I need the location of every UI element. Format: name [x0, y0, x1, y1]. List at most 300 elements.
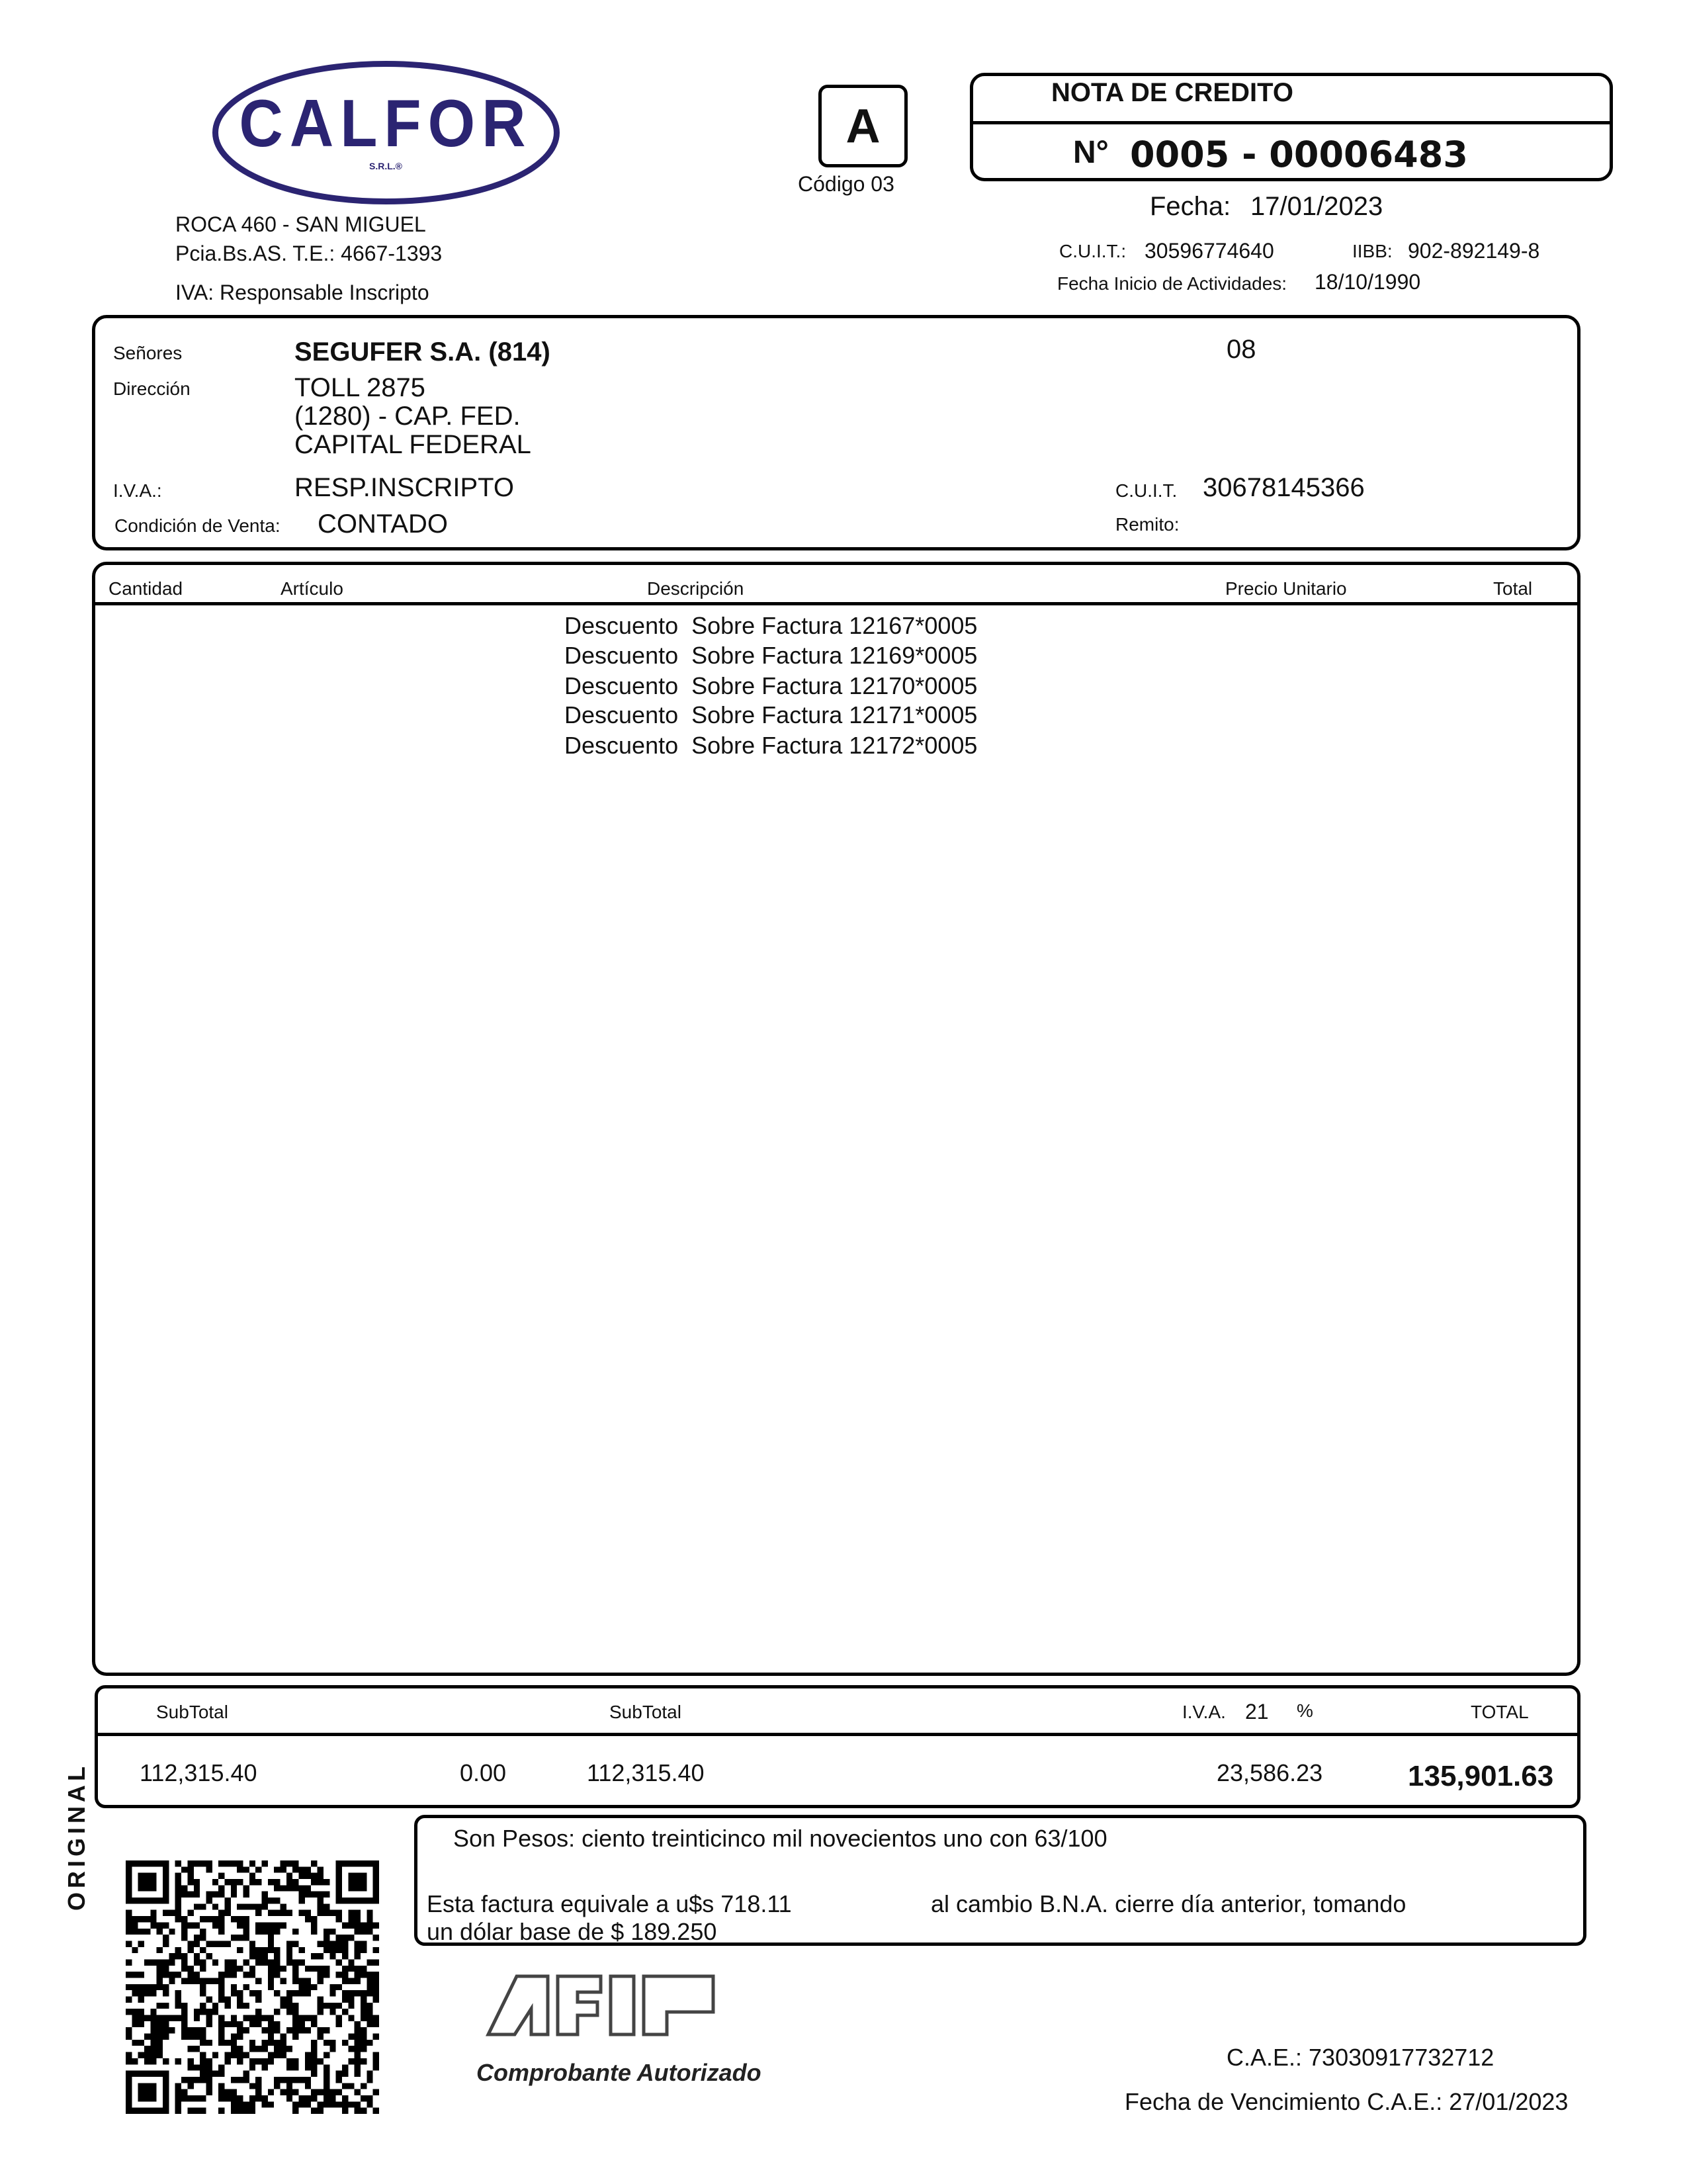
- qr-module: [299, 1910, 305, 1916]
- qr-module: [361, 1997, 367, 2003]
- qr-module: [355, 2101, 361, 2107]
- qr-module: [243, 1959, 249, 1965]
- qr-module: [318, 2101, 324, 2107]
- qr-module: [150, 2027, 156, 2033]
- qr-module: [373, 1947, 379, 1953]
- qr-module: [348, 1997, 354, 2003]
- qr-module: [274, 2009, 280, 2015]
- qr-module: [292, 2108, 298, 2114]
- qr-module: [138, 2095, 144, 2101]
- qr-module: [361, 1972, 367, 1978]
- qr-module: [355, 1953, 361, 1959]
- qr-module: [132, 2058, 138, 2064]
- qr-module: [194, 1922, 200, 1928]
- copy-label: ORIGINAL: [63, 1763, 90, 1911]
- qr-module: [181, 1885, 187, 1891]
- qr-module: [262, 2027, 268, 2033]
- qr-module: [150, 1873, 156, 1879]
- qr-module: [218, 1941, 224, 1946]
- qr-module: [268, 1984, 274, 1990]
- qr-module: [181, 1966, 187, 1972]
- qr-module: [311, 1929, 317, 1935]
- qr-module: [187, 1879, 193, 1885]
- qr-module: [144, 2108, 150, 2114]
- qr-module: [286, 1860, 292, 1866]
- qr-module: [361, 1929, 367, 1935]
- qr-module: [311, 1953, 317, 1959]
- qr-module: [150, 2108, 156, 2114]
- qr-module: [336, 2003, 342, 2009]
- qr-module: [329, 2009, 335, 2015]
- qr-module: [355, 1929, 361, 1935]
- qr-module: [200, 2095, 206, 2101]
- qr-module: [355, 2064, 361, 2070]
- qr-module: [200, 1947, 206, 1953]
- qr-module: [274, 2077, 280, 2083]
- qr-module: [200, 1860, 206, 1866]
- qr-module: [157, 2021, 163, 2027]
- qr-module: [218, 1873, 224, 1879]
- qr-module: [157, 1978, 163, 1984]
- qr-module: [163, 1892, 169, 1898]
- qr-module: [348, 1860, 354, 1866]
- qr-module: [237, 2058, 243, 2064]
- qr-module: [163, 1941, 169, 1946]
- qr-module: [194, 2108, 200, 2114]
- header-descripcion: Descripción: [647, 578, 744, 599]
- qr-module: [200, 2034, 206, 2040]
- qr-module: [311, 2021, 317, 2027]
- qr-module: [243, 1866, 249, 1872]
- qr-module: [355, 1941, 361, 1946]
- cae-number: C.A.E.: 73030917732712: [1227, 2044, 1494, 2071]
- qr-module: [200, 1916, 206, 1922]
- qr-module: [212, 2071, 218, 2077]
- qr-module: [218, 2021, 224, 2027]
- qr-module: [318, 2108, 324, 2114]
- qr-module: [126, 1860, 132, 1866]
- qr-module: [355, 2040, 361, 2046]
- qr-module: [206, 1997, 212, 2003]
- qr-module: [367, 2009, 372, 2015]
- iva-value: 23,586.23: [1217, 1759, 1323, 1786]
- qr-module: [138, 2015, 144, 2021]
- qr-module: [157, 1984, 163, 1990]
- qr-module: [373, 1997, 379, 2003]
- qr-module: [169, 1978, 175, 1984]
- qr-module: [187, 1972, 193, 1978]
- qr-module: [237, 2034, 243, 2040]
- qr-module: [126, 1972, 132, 1978]
- qr-module: [126, 1941, 132, 1946]
- qr-module: [249, 2108, 255, 2114]
- qr-module: [268, 1947, 274, 1953]
- qr-module: [206, 1916, 212, 1922]
- doc-number: 0005 - 00006483: [1130, 134, 1468, 175]
- qr-module: [324, 2083, 329, 2089]
- qr-module: [126, 1866, 132, 1872]
- cuit-label: C.U.I.T.:: [1059, 241, 1127, 261]
- qr-module: [336, 2071, 342, 2077]
- qr-module: [311, 2095, 317, 2101]
- qr-module: [194, 1978, 200, 1984]
- invoice-letter: A: [845, 100, 881, 153]
- qr-module: [268, 2040, 274, 2046]
- cae-expiry: Fecha de Vencimiento C.A.E.: 27/01/2023: [1125, 2088, 1569, 2115]
- qr-module: [336, 1873, 342, 1879]
- qr-module: [206, 2040, 212, 2046]
- qr-module: [373, 1922, 379, 1928]
- qr-module: [342, 1860, 348, 1866]
- qr-module: [224, 2003, 230, 2009]
- qr-module: [144, 1990, 150, 1996]
- qr-module: [318, 1966, 324, 1972]
- qr-module: [206, 2064, 212, 2070]
- qr-module: [311, 2071, 317, 2077]
- qr-module: [268, 2089, 274, 2095]
- qr-module: [355, 2089, 361, 2095]
- qr-module: [144, 2015, 150, 2021]
- qr-module: [373, 1984, 379, 1990]
- qr-module: [218, 1978, 224, 1984]
- qr-module: [169, 1972, 175, 1978]
- qr-module: [187, 1947, 193, 1953]
- qr-module: [274, 1966, 280, 1972]
- qr-module: [355, 1990, 361, 1996]
- qr-module: [361, 2046, 367, 2052]
- qr-module: [324, 2003, 329, 2009]
- qr-module: [126, 1922, 132, 1928]
- calfor-logo: [212, 60, 560, 205]
- qr-module: [200, 1984, 206, 1990]
- qr-module: [237, 1860, 243, 1866]
- qr-module: [318, 2089, 324, 2095]
- qr-module: [373, 1892, 379, 1898]
- qr-module: [187, 2034, 193, 2040]
- qr-module: [132, 1972, 138, 1978]
- qr-module: [138, 2040, 144, 2046]
- qr-module: [262, 1860, 268, 1866]
- qr-module: [367, 1922, 372, 1928]
- qr-module: [292, 1866, 298, 1872]
- qr-module: [367, 2101, 372, 2107]
- qr-module: [194, 1860, 200, 1866]
- qr-module: [249, 2015, 255, 2021]
- qr-module: [268, 2021, 274, 2027]
- qr-module: [305, 1873, 311, 1879]
- qr-module: [187, 1873, 193, 1879]
- qr-module: [336, 1916, 342, 1922]
- qr-module: [336, 2089, 342, 2095]
- qr-module: [342, 2040, 348, 2046]
- qr-module: [224, 1972, 230, 1978]
- qr-module: [175, 1910, 181, 1916]
- qr-module: [157, 1966, 163, 1972]
- qr-module: [262, 2058, 268, 2064]
- qr-module: [361, 1885, 367, 1891]
- qr-module: [132, 2071, 138, 2077]
- qr-module: [299, 1866, 305, 1872]
- qr-module: [187, 1941, 193, 1946]
- qr-module: [355, 1879, 361, 1885]
- qr-module: [274, 2046, 280, 2052]
- qr-module: [286, 1990, 292, 1996]
- qr-module: [200, 1903, 206, 1909]
- qr-module: [218, 2083, 224, 2089]
- qr-module: [255, 1879, 261, 1885]
- qr-module: [163, 2077, 169, 2083]
- qr-module: [361, 1941, 367, 1946]
- qr-module: [342, 1966, 348, 1972]
- qr-module: [175, 1947, 181, 1953]
- qr-module: [373, 1959, 379, 1965]
- qr-module: [218, 1972, 224, 1978]
- qr-module: [342, 1941, 348, 1946]
- qr-module: [336, 2021, 342, 2027]
- qr-module: [243, 2052, 249, 2058]
- header-total: Total: [1493, 578, 1533, 599]
- qr-module: [268, 2015, 274, 2021]
- qr-module: [305, 2058, 311, 2064]
- qr-module: [336, 2101, 342, 2107]
- qr-module: [132, 2009, 138, 2015]
- qr-module: [163, 1966, 169, 1972]
- qr-module: [311, 2058, 317, 2064]
- qr-module: [367, 2003, 372, 2009]
- qr-module: [157, 2071, 163, 2077]
- qr-module: [132, 1990, 138, 1996]
- qr-module: [243, 1916, 249, 1922]
- qr-module: [373, 1990, 379, 1996]
- qr-module: [255, 1947, 261, 1953]
- qr-module: [355, 1873, 361, 1879]
- qr-module: [281, 2046, 286, 2052]
- qr-module: [224, 2058, 230, 2064]
- qr-module: [355, 1972, 361, 1978]
- qr-module: [262, 1903, 268, 1909]
- qr-module: [299, 2095, 305, 2101]
- qr-module: [212, 1916, 218, 1922]
- qr-module: [286, 2009, 292, 2015]
- qr-module: [361, 1860, 367, 1866]
- qr-module: [355, 2058, 361, 2064]
- qr-module: [163, 2071, 169, 2077]
- qr-module: [318, 1892, 324, 1898]
- qr-module: [274, 1885, 280, 1891]
- qr-module: [286, 2064, 292, 2070]
- doc-code: Código 03: [798, 172, 894, 196]
- inicio-value: 18/10/1990: [1315, 270, 1421, 294]
- discount-value: 0.00: [460, 1759, 507, 1786]
- qr-module: [218, 1860, 224, 1866]
- qr-module: [318, 2027, 324, 2033]
- client-name: SEGUFER S.A. (814): [294, 337, 550, 367]
- qr-module: [336, 1972, 342, 1978]
- qr-module: [163, 2095, 169, 2101]
- qr-module: [175, 1879, 181, 1885]
- subtotal-label: SubTotal: [156, 1702, 228, 1722]
- afip-logo: [485, 1972, 718, 2038]
- qr-module: [373, 1978, 379, 1984]
- qr-module: [318, 1873, 324, 1879]
- qr-module: [218, 2034, 224, 2040]
- qr-module: [268, 2034, 274, 2040]
- qr-module: [348, 2101, 354, 2107]
- qr-module: [231, 2052, 237, 2058]
- qr-module: [231, 1916, 237, 1922]
- qr-module: [318, 2009, 324, 2015]
- client-iva-label: I.V.A.:: [113, 480, 162, 501]
- qr-module: [237, 2021, 243, 2027]
- fecha-label: Fecha:: [1150, 192, 1231, 221]
- qr-module: [281, 1866, 286, 1872]
- qr-module: [175, 1873, 181, 1879]
- qr-module: [329, 1910, 335, 1916]
- qr-module: [237, 1990, 243, 1996]
- qr-module: [194, 1892, 200, 1898]
- qr-module: [163, 2058, 169, 2064]
- qr-module: [144, 1984, 150, 1990]
- qr-module: [361, 1922, 367, 1928]
- qr-module: [311, 1892, 317, 1898]
- qr-module: [138, 1990, 144, 1996]
- qr-module: [206, 2009, 212, 2015]
- qr-module: [348, 1879, 354, 1885]
- qr-module: [274, 1922, 280, 1928]
- qr-module: [348, 1916, 354, 1922]
- qr-module: [218, 1916, 224, 1922]
- qr-module: [348, 1910, 354, 1916]
- qr-module: [305, 1866, 311, 1872]
- iva-rate: 21: [1245, 1700, 1269, 1724]
- qr-module: [305, 2095, 311, 2101]
- qr-module: [169, 2015, 175, 2021]
- qr-module: [187, 2077, 193, 2083]
- qr-module: [342, 2095, 348, 2101]
- qr-module: [292, 2009, 298, 2015]
- qr-module: [163, 2003, 169, 2009]
- qr-module: [194, 1953, 200, 1959]
- qr-module: [255, 2095, 261, 2101]
- qr-module: [237, 1997, 243, 2003]
- qr-module: [249, 2058, 255, 2064]
- qr-module: [224, 1966, 230, 1972]
- qr-module: [181, 1929, 187, 1935]
- qr-module: [181, 2089, 187, 2095]
- qr-module: [292, 2015, 298, 2021]
- qr-module: [144, 2089, 150, 2095]
- qr-module: [299, 1990, 305, 1996]
- authorized-label: Comprobante Autorizado: [476, 2059, 761, 2086]
- qr-module: [348, 1873, 354, 1879]
- qr-module: [361, 2009, 367, 2015]
- qr-module: [237, 2027, 243, 2033]
- qr-module: [281, 1903, 286, 1909]
- qr-module: [231, 1935, 237, 1941]
- qr-module: [224, 1903, 230, 1909]
- qr-module: [286, 1953, 292, 1959]
- qr-module: [194, 1972, 200, 1978]
- qr-module: [224, 2052, 230, 2058]
- qr-module: [150, 1959, 156, 1965]
- qr-module: [355, 1922, 361, 1928]
- qr-module: [138, 1984, 144, 1990]
- qr-module: [144, 2046, 150, 2052]
- qr-module: [175, 1972, 181, 1978]
- qr-module: [224, 1959, 230, 1965]
- qr-module: [237, 1916, 243, 1922]
- qr-module: [311, 2046, 317, 2052]
- qr-module: [175, 1916, 181, 1922]
- qr-module: [187, 1860, 193, 1866]
- qr-module: [342, 2071, 348, 2077]
- qr-module: [311, 1984, 317, 1990]
- qr-module: [361, 1947, 367, 1953]
- qr-module: [355, 1978, 361, 1984]
- totals-box: [95, 1685, 1580, 1808]
- qr-module: [318, 1997, 324, 2003]
- qr-module: [200, 1935, 206, 1941]
- client-address-line: CAPITAL FEDERAL: [294, 430, 531, 459]
- qr-module: [281, 2077, 286, 2083]
- qr-module: [255, 1929, 261, 1935]
- qr-module: [292, 2089, 298, 2095]
- qr-module: [373, 2089, 379, 2095]
- qr-module: [243, 2077, 249, 2083]
- qr-module: [262, 2064, 268, 2070]
- qr-module: [342, 2108, 348, 2114]
- qr-module: [163, 2083, 169, 2089]
- qr-module: [336, 1959, 342, 1965]
- divider: [971, 121, 1612, 124]
- qr-module: [255, 1997, 261, 2003]
- qr-module: [318, 1879, 324, 1885]
- qr-module: [150, 2046, 156, 2052]
- qr-module: [224, 2040, 230, 2046]
- qr-module: [206, 2089, 212, 2095]
- qr-module: [373, 1879, 379, 1885]
- qr-module: [329, 1929, 335, 1935]
- qr-module: [348, 2003, 354, 2009]
- qr-module: [373, 2034, 379, 2040]
- qr-module: [163, 1898, 169, 1903]
- qr-module: [292, 2027, 298, 2033]
- qr-module: [324, 1966, 329, 1972]
- qr-module: [355, 2046, 361, 2052]
- qr-module: [206, 1898, 212, 1903]
- qr-module: [342, 2009, 348, 2015]
- qr-module: [361, 2027, 367, 2033]
- qr-module: [355, 2108, 361, 2114]
- fecha-value: 17/01/2023: [1250, 192, 1383, 221]
- qr-module: [187, 1866, 193, 1872]
- qr-module: [181, 2009, 187, 2015]
- qr-module: [150, 1879, 156, 1885]
- qr-module: [281, 1978, 286, 1984]
- qr-module: [212, 1922, 218, 1928]
- qr-module: [329, 2040, 335, 2046]
- qr-module: [255, 1978, 261, 1984]
- qr-module: [367, 2021, 372, 2027]
- qr-module: [243, 2003, 249, 2009]
- qr-module: [274, 1879, 280, 1885]
- qr-module: [262, 2040, 268, 2046]
- qr-module: [318, 1978, 324, 1984]
- qr-module: [318, 2003, 324, 2009]
- qr-module: [342, 1935, 348, 1941]
- qr-module: [249, 2021, 255, 2027]
- qr-module: [181, 1959, 187, 1965]
